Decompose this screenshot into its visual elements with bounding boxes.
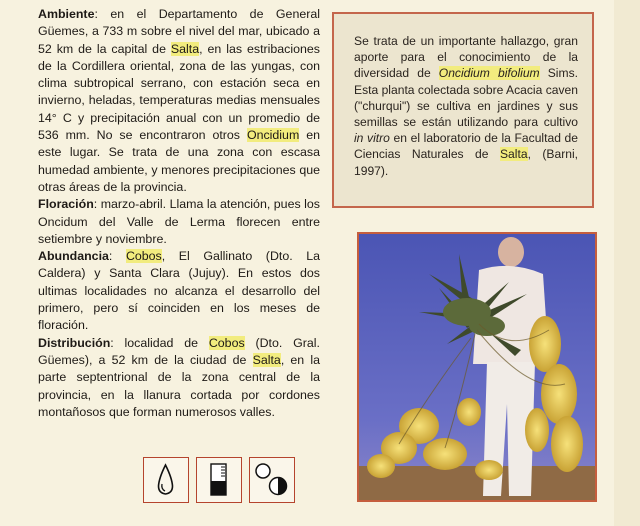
flowering-paragraph: Floración: marzo-abril. Llama la atención, pues los Oncidum del Valle de Lerma florecen entre setiembre y noviembre.: [38, 197, 320, 246]
species-description: [38, 6, 320, 421]
page-margin-strip: [614, 0, 640, 526]
abundance-paragraph: Abundancia: Cobos, El Gallinato (Dto. La Caldera) y Santa Clara (Jujuy). En estos dos ultimas localidades no alcanza el desarrollo del primero, pero sí coinciden en los meses de floración.: [38, 249, 321, 333]
flowering-label: Floración: [38, 197, 94, 212]
distribution-label: Distribución: [38, 335, 111, 350]
habitat-label: Ambiente: [38, 7, 95, 21]
orchid-photo: [357, 232, 597, 502]
place-highlight: Salta: [252, 352, 281, 367]
genus-highlight: Oncidium: [246, 128, 300, 143]
place-highlight: Cobos: [208, 335, 245, 350]
light-meter-icon: [196, 457, 242, 503]
habitat-paragraph: Ambiente: en el Departamento de General Güemes, a 733 m sobre el nivel del mar, ubicado a 52 km de la capital de Salta, en las estribaciones de la Cordillera oriental, zona de las yungas, con clima subtropical serrano, con estación seca en invierno, heladas, temperaturas medias mensuales 14° C y precipitación anual con un promedio de 536 mm. No se encontraron otros Oncidium en este lugar. Se trata de una zona con escasa humedad ambiente, y menores precipitaciones que otras áreas de la provincia.: [38, 7, 320, 194]
species-name-highlight: Oncidium bifolium: [438, 66, 540, 81]
place-highlight: Salta: [499, 147, 528, 162]
care-icons: [143, 457, 295, 503]
discovery-note-box: Se trata de un importante hallazgo, gran aporte para el conocimiento de la diversidad de Oncidium bifolium Sims. Esta planta colectada sobre Acacia caven ("churqui") se cultiva en jardines y sus semillas se están utilizando para cultivo in vitro en el laboratorio de la Facultad de Ciencias Naturales de Salta, (Barni, 1997).: [332, 12, 594, 208]
water-drop-icon: [143, 457, 189, 503]
abundance-label: Abundancia: [38, 249, 109, 264]
half-shade-icon: [249, 457, 295, 503]
orchid-photo-illustration: [359, 234, 595, 500]
in-vitro-term: in vitro: [354, 131, 390, 146]
place-highlight: Salta: [170, 41, 200, 56]
distribution-paragraph: Distribución: localidad de Cobos (Dto. Gral. Güemes), a 52 km de la ciudad de Salta, en la parte septentrional de la zona central de la provincia, en la llanura cortada por cordones montañosos que forman numerosos valles.: [38, 335, 320, 419]
place-highlight: Cobos: [125, 249, 162, 264]
